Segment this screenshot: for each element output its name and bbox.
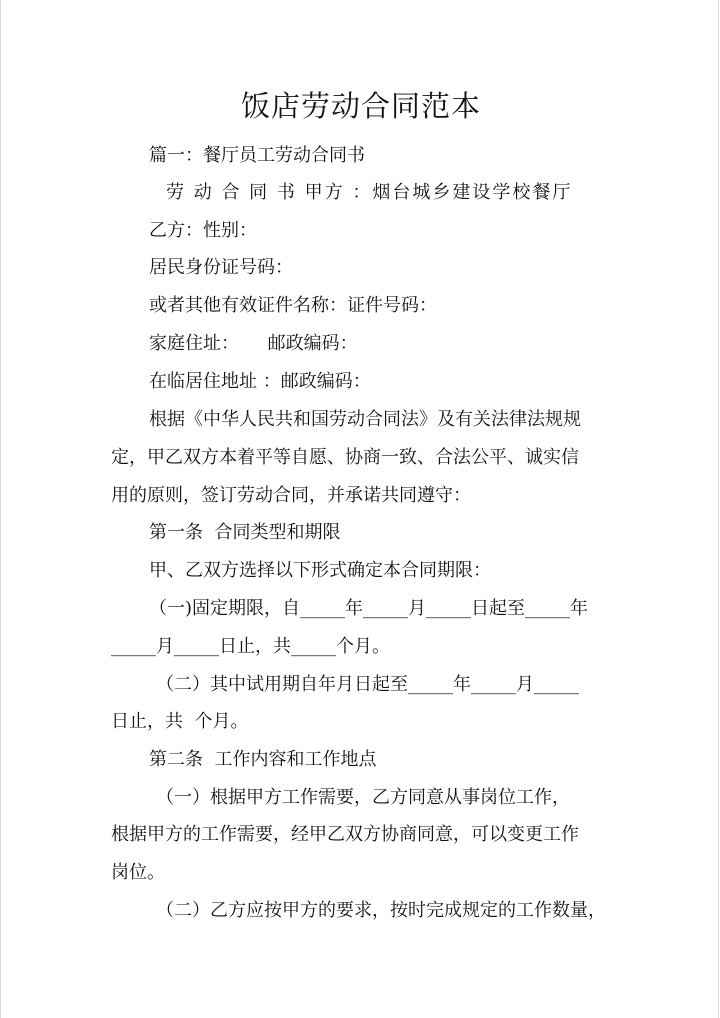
temp-address-line: 在临居住地址 ：邮政编码：	[149, 371, 371, 392]
paragraph-line: 根据甲方的工作需要，经甲乙双方协商同意，可以变更工作	[111, 824, 579, 845]
party-b-line: 乙方：性别：	[149, 220, 257, 241]
paragraph-line: （一）根据甲方工作需要，乙方同意从事岗位工作，	[156, 787, 570, 808]
paragraph-line: （二）乙方应按甲方的要求，按时完成规定的工作数量，	[156, 900, 606, 921]
home-address-line: 家庭住址： 邮政编码：	[149, 333, 358, 354]
paragraph-line: 日止，共 个月。	[111, 711, 249, 732]
paragraph-line: 甲、乙双方选择以下形式确定本合同期限：	[149, 560, 491, 581]
section-heading: 篇一：餐厅员工劳动合同书	[149, 145, 365, 166]
id-number-line: 居民身份证号码：	[149, 257, 293, 278]
document-title: 饭店劳动合同范本	[240, 89, 481, 123]
paragraph-line: 根据《中华人民共和国劳动合同法》及有关法律法规规	[149, 409, 581, 430]
paragraph-line: 用的原则，签订劳动合同，并承诺共同遵守：	[111, 485, 471, 506]
paragraph-line: （一)固定期限，自_____年_____月_____日起至_____年	[149, 598, 589, 619]
other-id-line: 或者其他有效证件名称：证件号码：	[149, 295, 437, 316]
paragraph-line: _____月_____日止，共_____个月。	[111, 636, 390, 657]
article-heading: 第二条 工作内容和工作地点	[149, 749, 377, 770]
article-heading: 第一条 合同类型和期限	[149, 522, 341, 543]
paragraph-line: （二）其中试用期自年月日起至_____年_____月_____	[156, 674, 579, 695]
paragraph-line: 岗位。	[111, 862, 165, 883]
paragraph-line: 定，甲乙双方本着平等自愿、协商一致、合法公平、诚实信	[111, 447, 579, 468]
contract-header-line: 劳 动 合 同 书 甲方 ：烟台城乡建设学校餐厅	[166, 182, 573, 203]
